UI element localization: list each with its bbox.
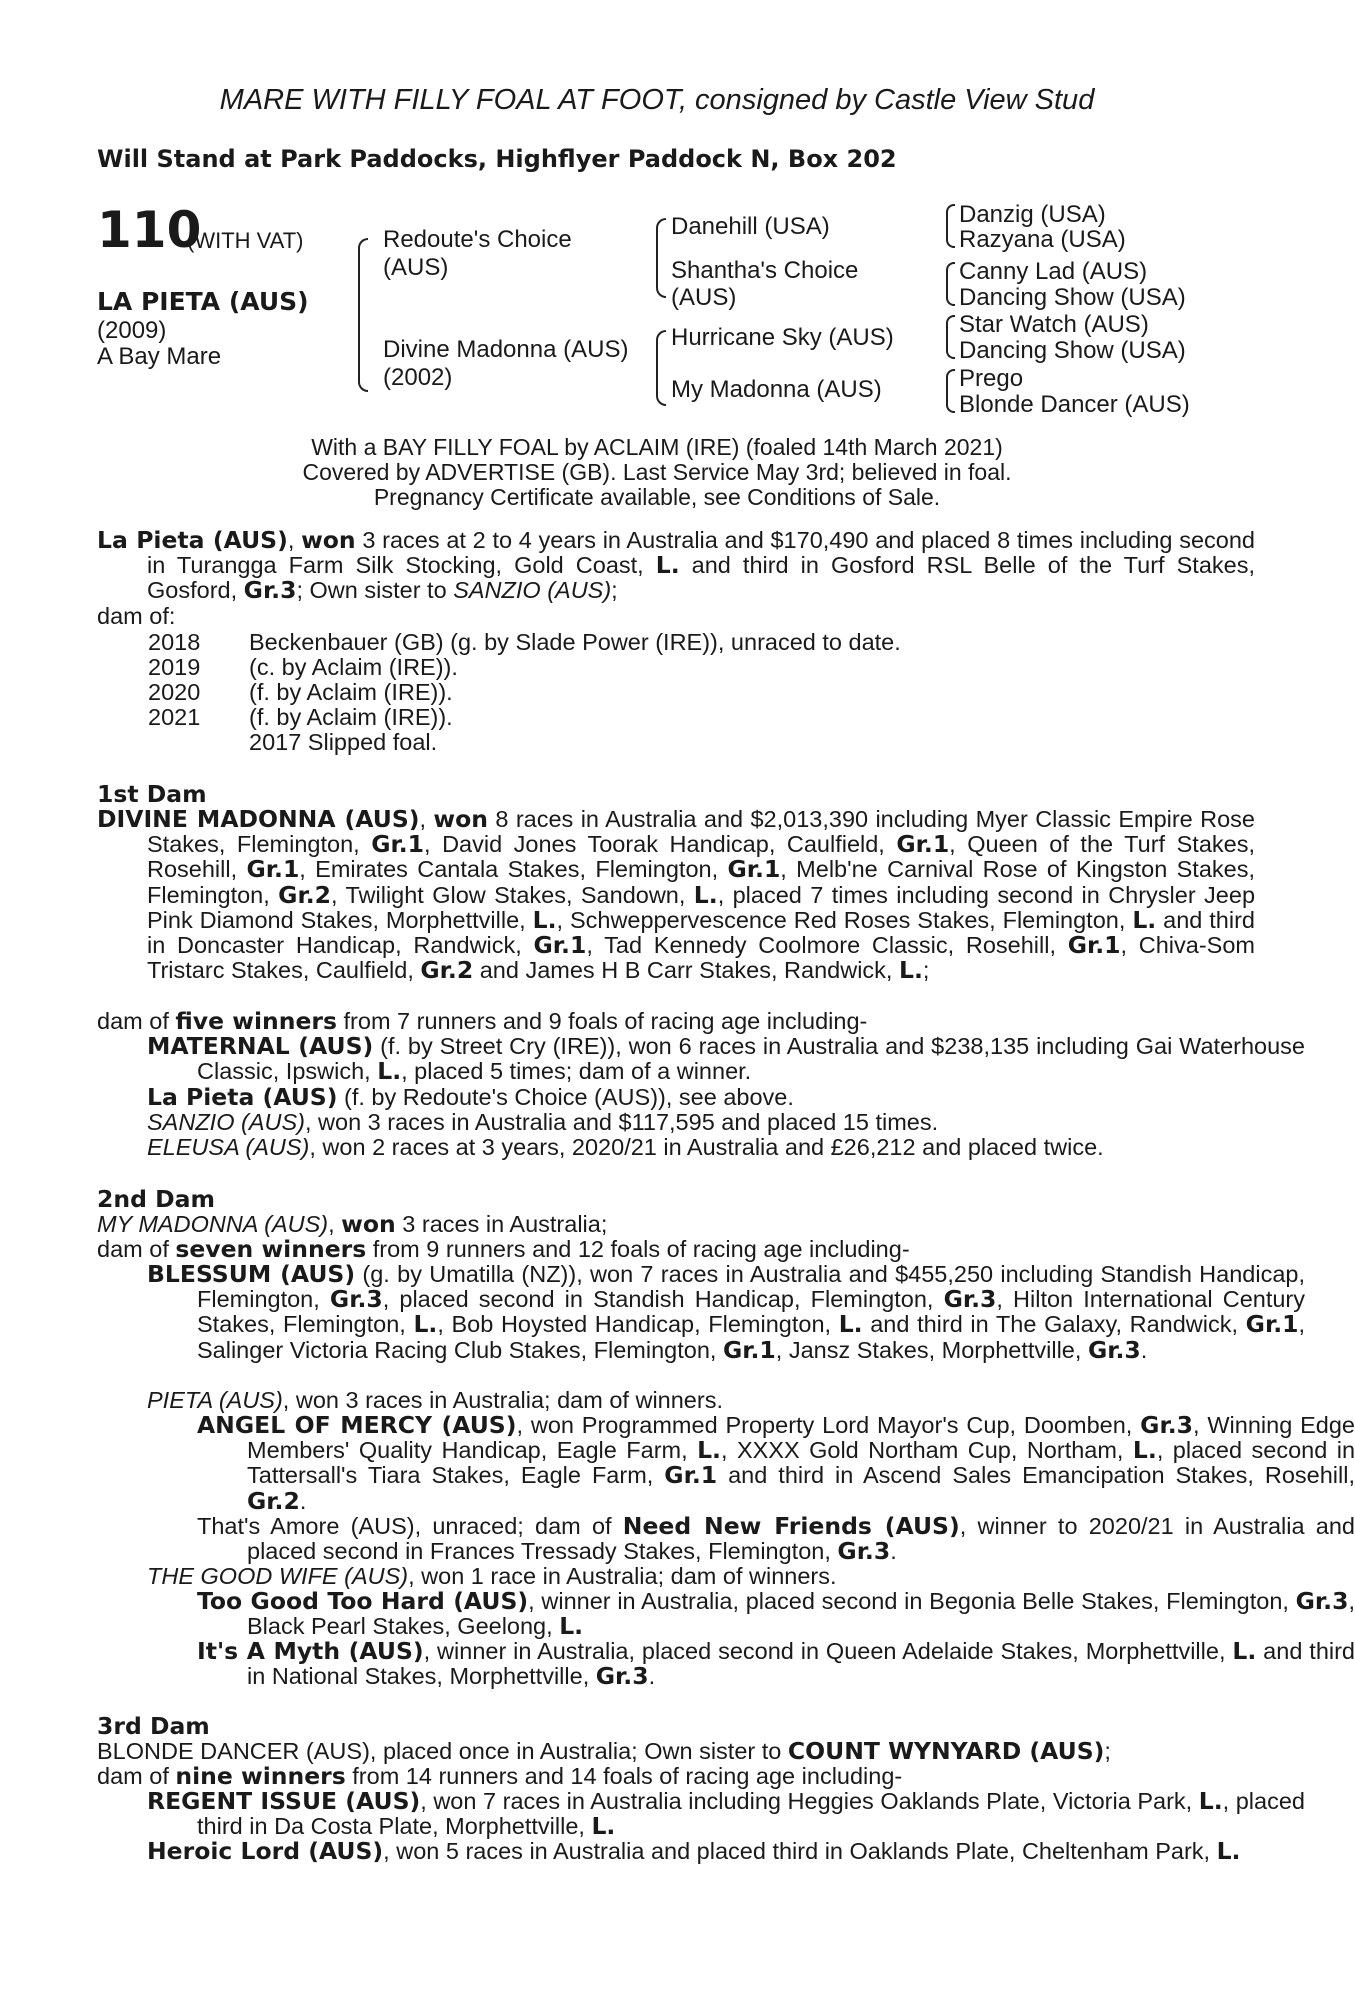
page-title: MARE WITH FILLY FOAL AT FOOT, consigned by Castle View Stud — [219, 84, 1095, 116]
ss-dam: Razyana (USA) — [959, 226, 1126, 253]
dam-name: Divine Madonna (AUS) — [383, 336, 629, 363]
produce-entry: (f. by Aclaim (IRE)). — [249, 704, 453, 730]
ds-dam: Dancing Show (USA) — [959, 337, 1186, 364]
dam2-grandoffspring: That's Amore (AUS), unraced; dam of Need New Friends (AUS), winner to 2020/21 in Australia and placed second in Frances Tressady Stakes, Flemington, Gr.3. — [197, 1512, 1355, 1566]
dam2-grandoffspring: It's A Myth (AUS), winner in Australia, placed second in Queen Adelaide Stakes, Morphettville, L. and third in National Stakes, Morphettville, Gr.3. — [197, 1637, 1355, 1691]
produce-year: 2018 — [148, 629, 201, 655]
dd-dam: Blonde Dancer (AUS) — [959, 391, 1190, 418]
dam2-offspring: THE GOOD WIFE (AUS), won 1 race in Australia; dam of winners. — [147, 1563, 837, 1589]
vat-label: (WITH VAT) — [187, 228, 304, 253]
dam3-offspring: REGENT ISSUE (AUS), won 7 races in Australia including Heggies Oaklands Plate, Victoria Park, L., placed third in Da Costa Plate, Morphettville, L. — [147, 1787, 1305, 1841]
dam2-summary: MY MADONNA (AUS), won 3 races in Australia; — [97, 1210, 608, 1238]
dam2-dam-of: dam of seven winners from 9 runners and 12 foals of racing age including- — [97, 1235, 910, 1263]
pedigree-brace — [946, 315, 955, 359]
dam1-summary: DIVINE MADONNA (AUS), won 8 races in Australia and $2,013,390 including Myer Classic Empire Rose Stakes, Flemington, Gr.1, David Jones Toorak Handicap, Caulfield, Gr.1, Queen of the Turf Stakes, Rosehill, Gr.1, Emirates Cantala Stakes, Flemington, Gr.1, Melb'ne Carnival Rose of Kingston Stakes, Flemington, Gr.2, Twilight Glow Stakes, Sandown, L., placed 7 times including second in Chrysler Jeep Pink Diamond Stakes, Morphettville, L., Schweppervescence Red Roses Stakes, Flemington, L. and third in Doncaster Handicap, Randwick, Gr.1, Tad Kennedy Coolmore Classic, Rosehill, Gr.1, Chiva-Som Tristarc Stakes, Caulfield, Gr.2 and James H B Carr Stakes, Randwick, L.; — [97, 805, 1256, 985]
dam-of-label: dam of: — [97, 603, 176, 629]
dam2-grandoffspring: ANGEL OF MERCY (AUS), won Programmed Property Lord Mayor's Cup, Doomben, Gr.3, Winning Edge Members' Quality Handicap, Eagle Farm, L., XXXX Gold Northam Cup, Northam, L., placed second in Tattersall's Tiara Stakes, Eagle Farm, Gr.1 and third in Ascend Sales Emancipation Stakes, Rosehill, Gr.2. — [197, 1411, 1355, 1515]
section-heading: 2nd Dam — [97, 1185, 215, 1213]
sd-dam: Dancing Show (USA) — [959, 284, 1186, 311]
sd-sire: Canny Lad (AUS) — [959, 258, 1148, 285]
horse-year: (2009) — [97, 317, 167, 344]
dam2-grandoffspring: Too Good Too Hard (AUS), winner in Australia, placed second in Begonia Belle Stakes, Flemington, Gr.3, Black Pearl Stakes, Geelong, L. — [197, 1587, 1355, 1641]
dam1-offspring: ELEUSA (AUS), won 2 races at 3 years, 2020/21 in Australia and £26,212 and placed twice. — [147, 1134, 1104, 1160]
produce-year: 2020 — [148, 679, 201, 705]
sire-name: Redoute's Choice — [383, 226, 572, 253]
dam3-offspring: Heroic Lord (AUS), won 5 races in Australia and placed third in Oaklands Plate, Cheltenham Park, L. — [147, 1837, 1241, 1865]
dam-year: (2002) — [383, 364, 453, 391]
sire-sire: Danehill (USA) — [671, 213, 830, 240]
dam1-offspring: MATERNAL (AUS) (f. by Street Cry (IRE)), won 6 races in Australia and $238,135 including Gai Waterhouse Classic, Ipswich, L., placed 5 times; dam of a winner. — [147, 1032, 1305, 1086]
dam1-offspring: La Pieta (AUS) (f. by Redoute's Choice (AUS)), see above. — [147, 1083, 794, 1111]
mare-summary: La Pieta (AUS), won 3 races at 2 to 4 years in Australia and $170,490 and placed 8 times including second in Turangga Farm Silk Stocking, Gold Coast, L. and third in Gosford RSL Belle of the Turf Stakes, Gosford, Gr.3; Own sister to SANZIO (AUS); — [97, 526, 1255, 605]
dam2-offspring: BLESSUM (AUS) (g. by Umatilla (NZ)), won 7 races in Australia and $455,250 including Standish Handicap, Flemington, Gr.3, placed second in Standish Handicap, Flemington, Gr.3, Hilton International Century Stakes, Flemington, L., Bob Hoysted Handicap, Flemington, L. and third in The Galaxy, Randwick, Gr.1, Salinger Victoria Racing Club Stakes, Flemington, Gr.1, Jansz Stakes, Morphettville, Gr.3. — [147, 1260, 1306, 1364]
pedigree-brace — [946, 369, 955, 413]
dam-dam: My Madonna (AUS) — [671, 376, 882, 403]
dam1-dam-of: dam of five winners from 7 runners and 9 foals of racing age including- — [97, 1007, 868, 1035]
produce-entry: (f. by Aclaim (IRE)). — [249, 679, 453, 705]
produce-year: 2021 — [148, 704, 201, 730]
dam1-offspring: SANZIO (AUS), won 3 races in Australia and $117,595 and placed 15 times. — [147, 1109, 939, 1135]
sire-dam: Shantha's Choice — [671, 257, 859, 284]
dam2-offspring: PIETA (AUS), won 3 races in Australia; dam of winners. — [147, 1387, 723, 1413]
pedigree-brace — [946, 204, 955, 248]
section-heading: 3rd Dam — [97, 1712, 210, 1740]
foal-info-line: Pregnancy Certificate available, see Conditions of Sale. — [373, 484, 941, 510]
dd-sire: Prego — [959, 365, 1024, 392]
dam-sire: Hurricane Sky (AUS) — [671, 324, 894, 351]
foal-info-line: Covered by ADVERTISE (GB). Last Service May 3rd; believed in foal. — [302, 459, 1012, 485]
produce-entry: Beckenbauer (GB) (g. by Slade Power (IRE)), unraced to date. — [249, 629, 901, 655]
produce-entry: (c. by Aclaim (IRE)). — [249, 654, 458, 680]
dam3-dam-of: dam of nine winners from 14 runners and 14 foals of racing age including- — [97, 1762, 903, 1790]
pedigree-brace — [656, 330, 666, 406]
section-heading: 1st Dam — [97, 780, 207, 808]
horse-description: A Bay Mare — [97, 343, 222, 370]
pedigree-brace — [358, 238, 368, 392]
foal-info-line: With a BAY FILLY FOAL by ACLAIM (IRE) (foaled 14th March 2021) — [311, 434, 1003, 460]
pedigree-brace — [656, 218, 666, 298]
produce-year: 2019 — [148, 654, 201, 680]
lot-number: 110 — [97, 201, 202, 259]
stand-location: Will Stand at Park Paddocks, Highflyer Paddock N, Box 202 — [97, 145, 897, 173]
dam3-summary: BLONDE DANCER (AUS), placed once in Australia; Own sister to COUNT WYNYARD (AUS); — [97, 1737, 1111, 1765]
pedigree-brace — [946, 262, 955, 306]
sire-origin: (AUS) — [383, 254, 449, 281]
horse-name: LA PIETA (AUS) — [97, 287, 309, 316]
produce-entry: 2017 Slipped foal. — [249, 729, 438, 755]
ss-sire: Danzig (USA) — [959, 201, 1106, 228]
ds-sire: Star Watch (AUS) — [959, 311, 1149, 338]
sire-dam-origin: (AUS) — [671, 284, 737, 311]
